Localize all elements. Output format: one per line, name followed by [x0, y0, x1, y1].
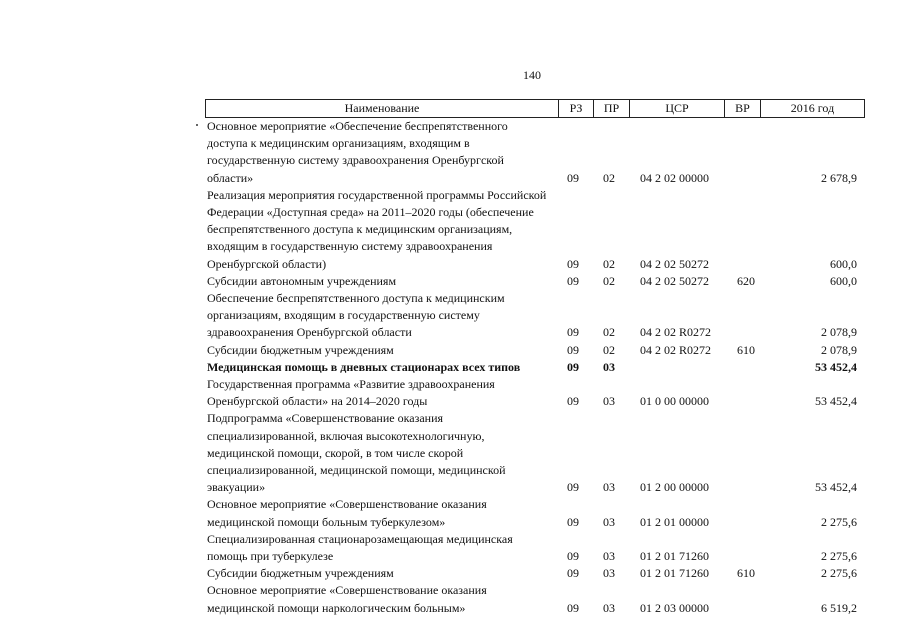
header-name: Наименование — [206, 100, 559, 117]
row-rz: 09 — [567, 342, 579, 357]
row-pr: 02 — [603, 342, 615, 357]
row-amount: 53 452,4 — [815, 359, 857, 374]
row-name: Реализация мероприятия государственной программы Российской Федерации «Доступная среда» на 2011–2020 годы (обеспечение беспрепятственного доступа к медицинским организациям, входящим в государственную систему здравоохранения Оренбургской области) — [207, 187, 547, 271]
row-name: Медицинская помощь в дневных стационарах всех типов — [207, 359, 521, 374]
header-csr: ЦСР — [630, 100, 725, 117]
row-name: Основное мероприятие «Совершенствование оказания медицинской помощи наркологическим больным» — [207, 583, 487, 615]
row-name: Подпрограмма «Совершенствование оказания специализированной, включая высокотехнологичную, медицинской помощи, скорой, в том числе скорой специализированной, медицинской помощи, медицинской эвакуации» — [207, 411, 506, 495]
header-pr: ПР — [594, 100, 630, 117]
row-amount: 2 275,6 — [821, 549, 857, 564]
row-rz: 09 — [567, 549, 579, 564]
row-name: Государственная программа «Развитие здравоохранения Оренбургской области» на 2014–2020 годы — [207, 377, 495, 409]
row-amount: 6 519,2 — [821, 600, 857, 615]
row-rz: 09 — [567, 514, 579, 529]
table-row — [207, 410, 863, 496]
row-csr: 04 2 02 00000 — [640, 170, 709, 185]
table-row — [207, 118, 863, 187]
table-row — [207, 496, 863, 530]
row-amount: 600,0 — [830, 273, 857, 288]
row-vr: 620 — [737, 273, 755, 288]
row-rz: 09 — [567, 170, 579, 185]
row-amount: 600,0 — [830, 256, 857, 271]
row-csr: 04 2 02 50272 — [640, 256, 709, 271]
table-row — [207, 359, 863, 376]
header-year: 2016 год — [790, 101, 835, 115]
row-pr: 03 — [603, 600, 615, 615]
row-amount: 2 078,9 — [821, 325, 857, 340]
table-header — [205, 99, 865, 118]
table-row — [207, 565, 863, 582]
row-rz: 09 — [567, 256, 579, 271]
row-pr: 03 — [603, 359, 615, 374]
row-pr: 03 — [603, 480, 615, 495]
row-amount: 53 452,4 — [815, 480, 857, 495]
row-rz: 09 — [567, 273, 579, 288]
row-pr: 03 — [603, 514, 615, 529]
row-name: Субсидии бюджетным учреждениям — [207, 342, 394, 357]
row-rz: 09 — [567, 325, 579, 340]
page-number: 140 — [523, 68, 541, 82]
row-pr: 02 — [603, 273, 615, 288]
row-rz: 09 — [567, 566, 579, 581]
row-name: Основное мероприятие «Совершенствование оказания медицинской помощи больным туберкулезом» — [207, 497, 487, 529]
row-amount: 2 078,9 — [821, 342, 857, 357]
row-name: Специализированная стационарозамещающая медицинская помощь при туберкулезе — [207, 531, 513, 564]
row-name: Обеспечение беспрепятственного доступа к медицинским организациям, входящим в государственную систему здравоохранения Оренбургской области — [207, 291, 505, 340]
row-pr: 02 — [603, 325, 615, 340]
table-row — [207, 376, 863, 410]
row-pr: 03 — [603, 549, 615, 564]
row-csr: 01 2 01 00000 — [640, 514, 709, 529]
row-pr: 02 — [603, 256, 615, 271]
row-vr: 610 — [737, 566, 755, 581]
header-vr: ВР — [725, 100, 761, 117]
row-csr: 01 0 00 00000 — [640, 394, 709, 409]
row-amount: 2 678,9 — [821, 170, 857, 185]
row-pr: 02 — [603, 170, 615, 185]
table-row — [207, 582, 863, 616]
row-csr: 04 2 02 50272 — [640, 273, 709, 288]
row-csr: 04 2 02 R0272 — [640, 342, 712, 357]
row-csr: 01 2 00 00000 — [640, 480, 709, 495]
table-row — [207, 290, 863, 342]
row-pr: 03 — [603, 566, 615, 581]
margin-mark — [196, 124, 198, 126]
table-row — [207, 531, 863, 565]
table-row — [207, 273, 863, 290]
row-pr: 03 — [603, 394, 615, 409]
row-csr: 04 2 02 R0272 — [640, 325, 712, 340]
table-row — [207, 342, 863, 359]
row-rz: 09 — [567, 394, 579, 409]
header-rz: РЗ — [559, 100, 594, 117]
row-rz: 09 — [567, 480, 579, 495]
row-csr: 01 2 03 00000 — [640, 600, 709, 615]
row-amount: 2 275,6 — [821, 514, 857, 529]
budget-table-body — [207, 118, 863, 617]
row-amount: 53 452,4 — [815, 394, 857, 409]
row-csr: 01 2 01 71260 — [640, 549, 709, 564]
row-name: Субсидии автономным учреждениям — [207, 273, 397, 288]
row-rz: 09 — [567, 359, 579, 374]
row-rz: 09 — [567, 600, 579, 615]
row-csr: 01 2 01 71260 — [640, 566, 709, 581]
row-vr: 610 — [737, 342, 755, 357]
row-amount: 2 275,6 — [821, 566, 857, 581]
row-name: Основное мероприятие «Обеспечение беспрепятственного доступа к медицинским организациям, входящим в государственную систему здравоохранения Оренбургской области» — [207, 119, 508, 185]
table-row — [207, 187, 863, 273]
row-name: Субсидии бюджетным учреждениям — [207, 566, 394, 581]
